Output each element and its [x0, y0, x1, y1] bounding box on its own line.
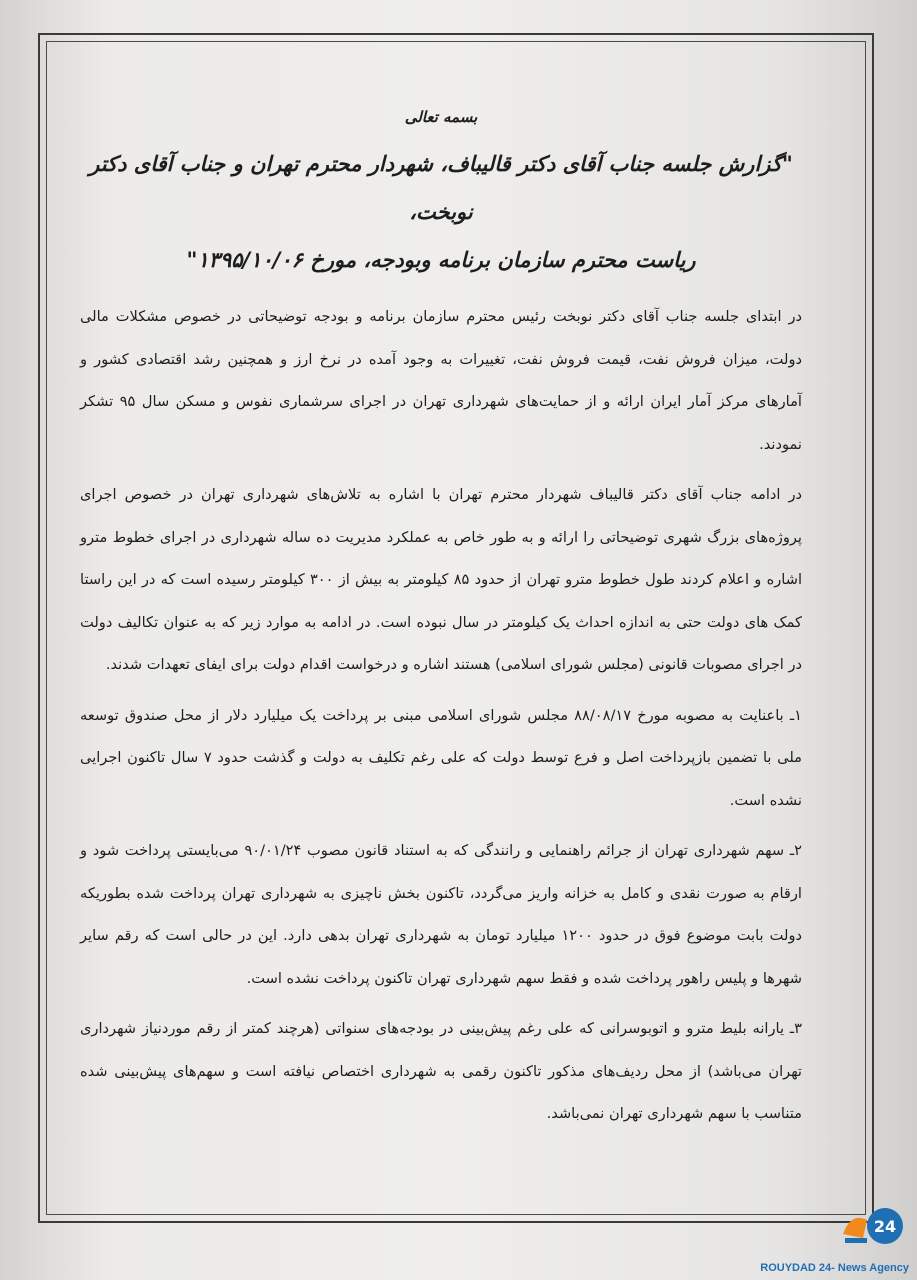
- news-agency-watermark: [723, 1196, 913, 1276]
- paragraph-item-2: ۲ـ سهم شهرداری تهران از جرائم راهنمایی و رانندگی که به استناد قانون مصوب ۹۰/۰۱/۲۴ می‌بایستی پرداخت شود و ارقام به صورت نقدی و کامل به خزانه واریز می‌گردد، تاکنون بخش ناچیزی به شهرداری تهران پرداخت شده بطوریکه دولت بابت موضوع فوق در حدود ۱۲۰۰ میلیارد تومان به شهرداری تهران بدهی دارد. این در حالی است که رقم سایر شهرها و پلیس راهور پرداخت شده و فقط سهم شهرداری تهران تاکنون پرداخت نشده است.: [80, 842, 802, 987]
- svg-text:24: 24: [873, 1217, 897, 1236]
- document-body: [80, 108, 802, 1144]
- report-title-line-2: ریاست محترم سازمان برنامه وبودجه، مورخ ۱۳۹۵/۱۰/۰۶": [186, 248, 696, 272]
- paragraph-intro: در ابتدای جلسه جناب آقای دکتر نوبخت رئیس محترم سازمان برنامه و بودجه توضیحاتی در خصوص مشکلات مالی دولت، میزان فروش نفت، قیمت فروش نفت، تغییرات به وجود آمده در نرخ ارز و همچنین رشد اقتصادی کشور و آمارهای مرکز آمار ایران ارائه و از حمایت‌های شهرداری تهران در اجرای سرشماری نفوس و مسکن سال ۹۵ تشکر نمودند.: [80, 308, 802, 453]
- paragraph-item-1: ۱ـ باعنایت به مصوبه مورخ ۸۸/۰۸/۱۷ مجلس شورای اسلامی مبنی بر پرداخت یک میلیارد دلار از محل صندوق توسعه ملی با تضمین بازپرداخت اصل و فرع توسط دولت که علی رغم تکلیف به دولت و گذشت حدود ۷ سال تاکنون اجرایی نشده است.: [80, 706, 802, 809]
- bismillah-heading: بسمه تعالی: [404, 108, 478, 126]
- watermark-caption: ROUYDAD 24- News Agency: [760, 1262, 909, 1274]
- report-title: [80, 140, 802, 284]
- rouydad-logo-icon: [839, 1198, 905, 1254]
- report-title-line-1: "گزارش جلسه جناب آقای دکتر قالیباف، شهردار محترم تهران و جناب آقای دکتر نوبخت،: [89, 152, 793, 224]
- paragraph-item-3: ۳ـ یارانه بلیط مترو و اتوبوسرانی که علی رغم پیش‌بینی در بودجه‌های سنواتی (هرچند کمتر از رقم موردنیاز شهرداری تهران می‌باشد) از محل ردیف‌های مذکور تاکنون رقمی به شهرداری اختصاص نیافته است و سهم‌های پیش‌بینی شده متناسب با سهم شهرداری تهران نمی‌باشد.: [80, 1020, 802, 1122]
- paragraph-metro: در ادامه جناب آقای دکتر قالیباف شهردار محترم تهران با اشاره به تلاش‌های شهرداری تهران در خصوص اجرای پروژه‌های بزرگ شهری توضیحاتی را ارائه و به طور خاص به عملکرد مدیریت ده ساله شهرداری در اجرای خطوط مترو اشاره و اعلام کردند طول خطوط مترو تهران از حدود ۸۵ کیلومتر به بیش از ۳۰۰ کیلومتر رسیده است که در این راستا کمک های دولت حتی به اندازه احداث یک کیلومتر در سال نبوده است. در ادامه به موارد زیر که به عنوان تکالیف دولت در اجرای مصوبات قانونی (مجلس شورای اسلامی) هستند اشاره و درخواست اقدام دولت برای ایفای تعهدات شدند.: [80, 486, 802, 673]
